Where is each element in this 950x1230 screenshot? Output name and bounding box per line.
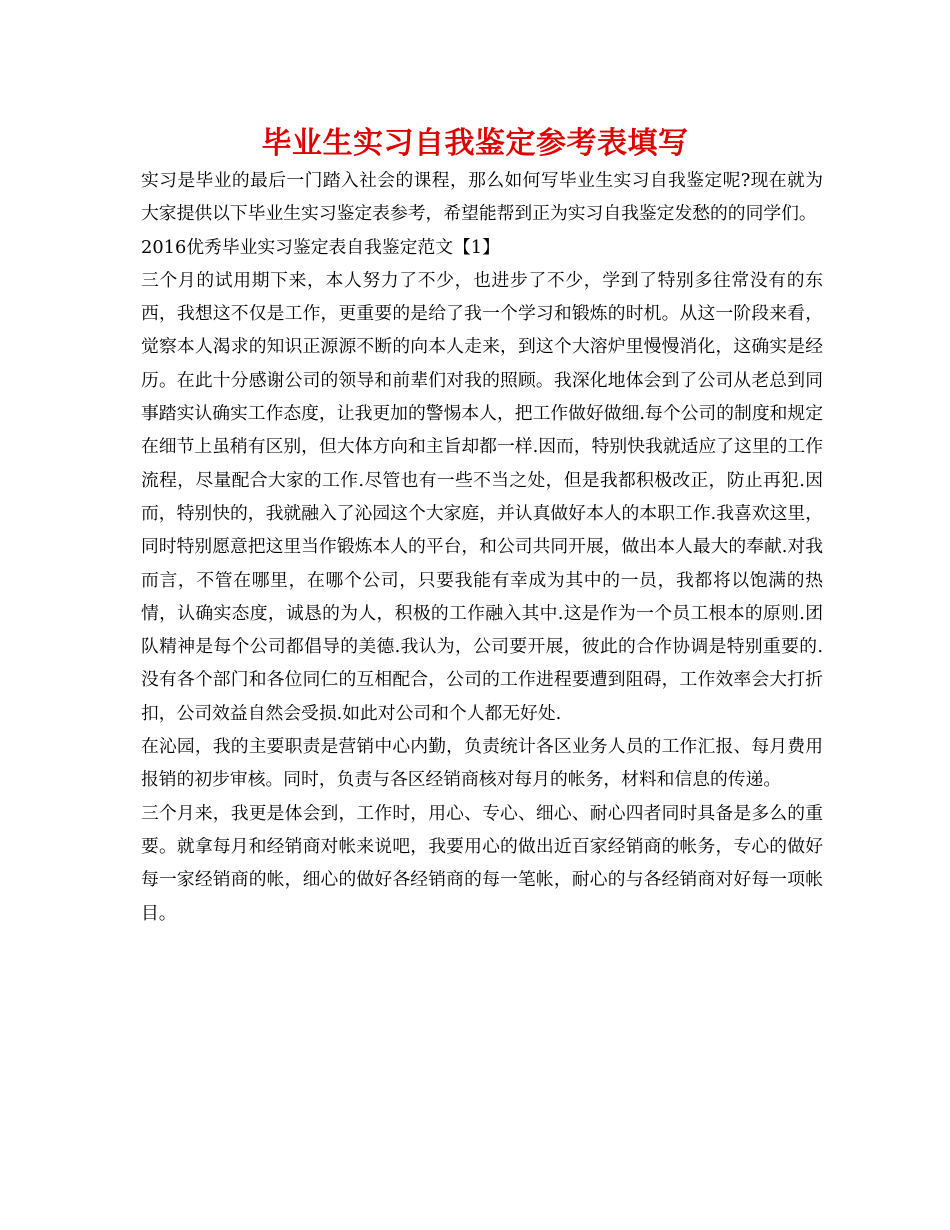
page-title: 毕业生实习自我鉴定参考表填写 xyxy=(261,126,689,161)
paragraph-reflection: 三个月来，我更是体会到，工作时，用心、专心、细心、耐心四者同时具备是多么的重要。就拿每月和经销商对帐来说吧，我要用心的做出近百家经销商的帐务，专心的做好每一家经销商的帐，细心的做好各经销商的每一笔帐，耐心的与各经销商对好每一项帐目。 xyxy=(141,802,823,924)
document-body xyxy=(141,164,823,930)
paragraph-section-heading: 2016优秀毕业实习鉴定表自我鉴定范文【1】 xyxy=(141,236,500,258)
paragraph-main: 三个月的试用期下来，本人努力了不少，也进步了不少，学到了特别多往常没有的东西，我想这不仅是工作，更重要的是给了我一个学习和锻炼的时机。从这一阶段来看，觉察本人渴求的知识正源源不断的向本人走来，到这个大溶炉里慢慢消化，这确实是经历。在此十分感谢公司的领导和前辈们对我的照顾。我深化地体会到了公司从老总到同事踏实认确实工作态度，让我更加的警惕本人，把工作做好做细.每个公司的制度和规定在细节上虽稍有区别，但大体方向和主旨却都一样.因而，特别快我就适应了这里的工作流程，尽量配合大家的工作.尽管也有一些不当之处，但是我都积极改正，防止再犯.因而，特别快的，我就融入了沁园这个大家庭，并认真做好本人的本职工作.我喜欢这里，同时特别愿意把这里当作锻炼本人的平台，和公司共同开展，做出本人最大的奉献.对我而言，不管在哪里，在哪个公司，只要我能有幸成为其中的一员，我都将以饱满的热情，认确实态度，诚恳的为人，积极的工作融入其中.这是作为一个员工根本的原则.团队精神是每个公司都倡导的美德.我认为，公司要开展，彼此的合作协调是特别重要的.没有各个部门和各位同仁的互相配合，公司的工作进程要遭到阻碍，工作效率会大打折扣，公司效益自然会受损.如此对公司和个人都无好处. xyxy=(141,269,823,724)
paragraph-intro: 实习是毕业的最后一门踏入社会的课程，那么如何写毕业生实习自我鉴定呢?现在就为大家提供以下毕业生实习鉴定表参考，希望能帮到正为实习自我鉴定发愁的的同学们。 xyxy=(141,170,823,225)
paragraph-duties: 在沁园，我的主要职责是营销中心内勤，负责统计各区业务人员的工作汇报、每月费用报销的初步审核。同时，负责与各区经销商核对每月的帐务，材料和信息的传递。 xyxy=(141,736,823,791)
